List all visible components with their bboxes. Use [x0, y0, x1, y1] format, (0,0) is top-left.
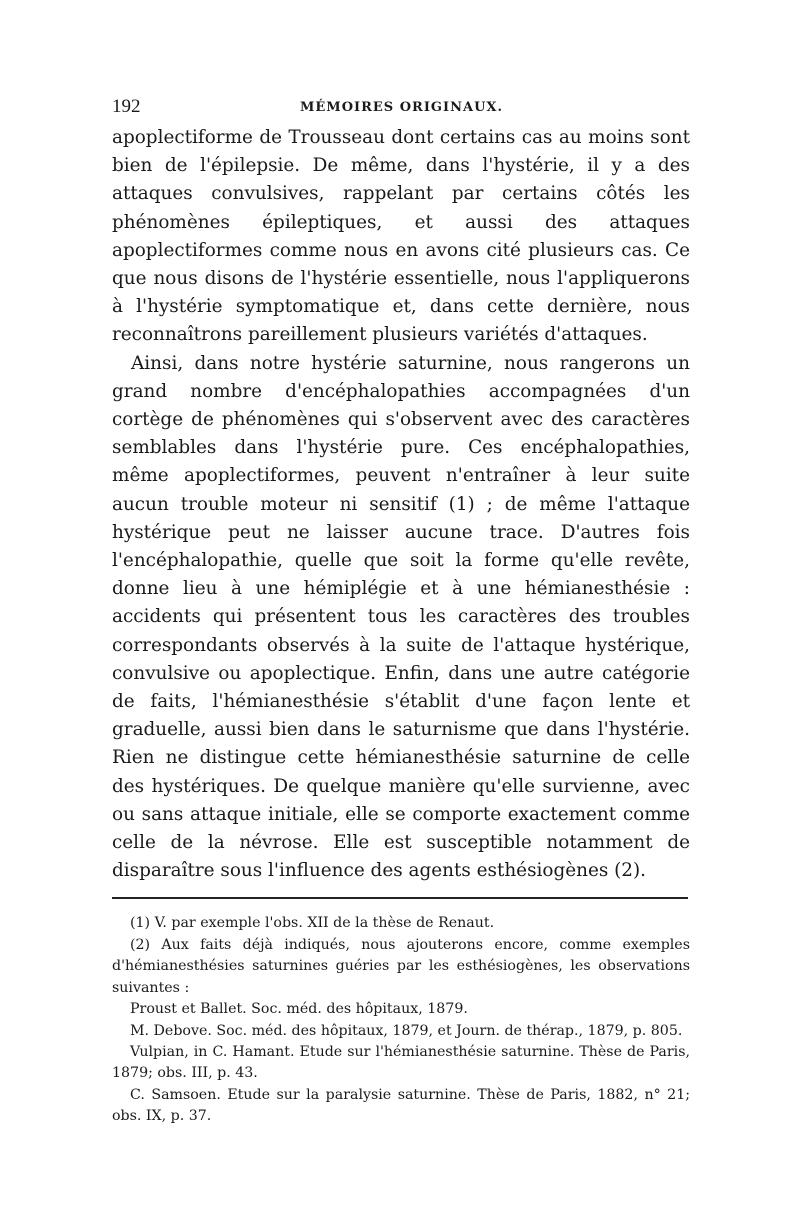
footnotes [112, 913, 690, 1127]
paragraph: Ainsi, dans notre hystérie saturnine, nous rangerons un grand nombre d'encéphalopathies accompagnées d'un cortège de phénomènes qui s'observent avec des caractères semblables dans l'hystérie pure. Ces encéphalopathies, même apoplectiformes, peuvent n'entraîner à leur suite aucun trouble moteur ni sensitif (1) ; de même l'attaque hystérique peut ne laisser aucune trace. D'autres fois l'encéphalopathie, quelle que soit la forme qu'elle revête, donne lieu à une hémiplégie et à une hémianesthésie : accidents qui présentent tous les caractères des troubles correspondants observés à la suite de l'attaque hystérique, convulsive ou apoplectique. Enfin, dans une autre catégorie de faits, l'hémianesthésie s'établit d'une façon lente et graduelle, aussi bien dans le saturnisme que dans l'hystérie. Rien ne distingue cette hémianesthésie saturnine de celle des hystériques. De quelque manière qu'elle survienne, avec ou sans attaque initiale, elle se comporte exactement comme celle de la névrose. Elle est susceptible notamment de disparaître sous l'influence des agents esthésiogènes (2). [112, 352, 690, 882]
book-page [112, 96, 690, 1128]
footnote-1: (1) V. par exemple l'obs. XII de la thèse de Renaut. [130, 915, 495, 932]
body-text [112, 124, 690, 885]
footnote-reference: Vulpian, in C. Hamant. Etude sur l'hémianesthésie saturnine. Thèse de Paris, 1879; obs. III, p. 43. [112, 1043, 690, 1082]
footnote-2: (2) Aux faits déjà indiqués, nous ajouterons encore, comme exemples d'hémianesthésies saturnines guéries par les esthésiogènes, les observations suivantes : [112, 936, 690, 996]
paragraph-continued: apoplectiforme de Trousseau dont certains cas au moins sont bien de l'épilepsie. De même, dans l'hystérie, il y a des attaques convulsives, rappelant par certains côtés les phénomènes épileptiques, et aussi des attaques apoplectiformes comme nous en avons cité plusieurs cas. Ce que nous disons de l'hystérie essentielle, nous l'appliquerons à l'hystérie symptomatique et, dans cette dernière, nous reconnaîtrons pareillement plusieurs variétés d'attaques. [112, 127, 690, 346]
running-head [112, 96, 690, 124]
footnote-reference: M. Debove. Soc. méd. des hôpitaux, 1879, et Journ. de thérap., 1879, p. 805. [130, 1022, 683, 1039]
page-number: 192 [112, 96, 141, 117]
footnote-rule [112, 897, 688, 899]
footnote-reference: Proust et Ballet. Soc. méd. des hôpitaux, 1879. [130, 1001, 468, 1018]
footnote-reference: C. Samsoen. Etude sur la paralysie saturnine. Thèse de Paris, 1882, n° 21; obs. IX, p. 37. [112, 1086, 690, 1125]
running-title: MÉMOIRES ORIGINAUX. [300, 100, 504, 115]
